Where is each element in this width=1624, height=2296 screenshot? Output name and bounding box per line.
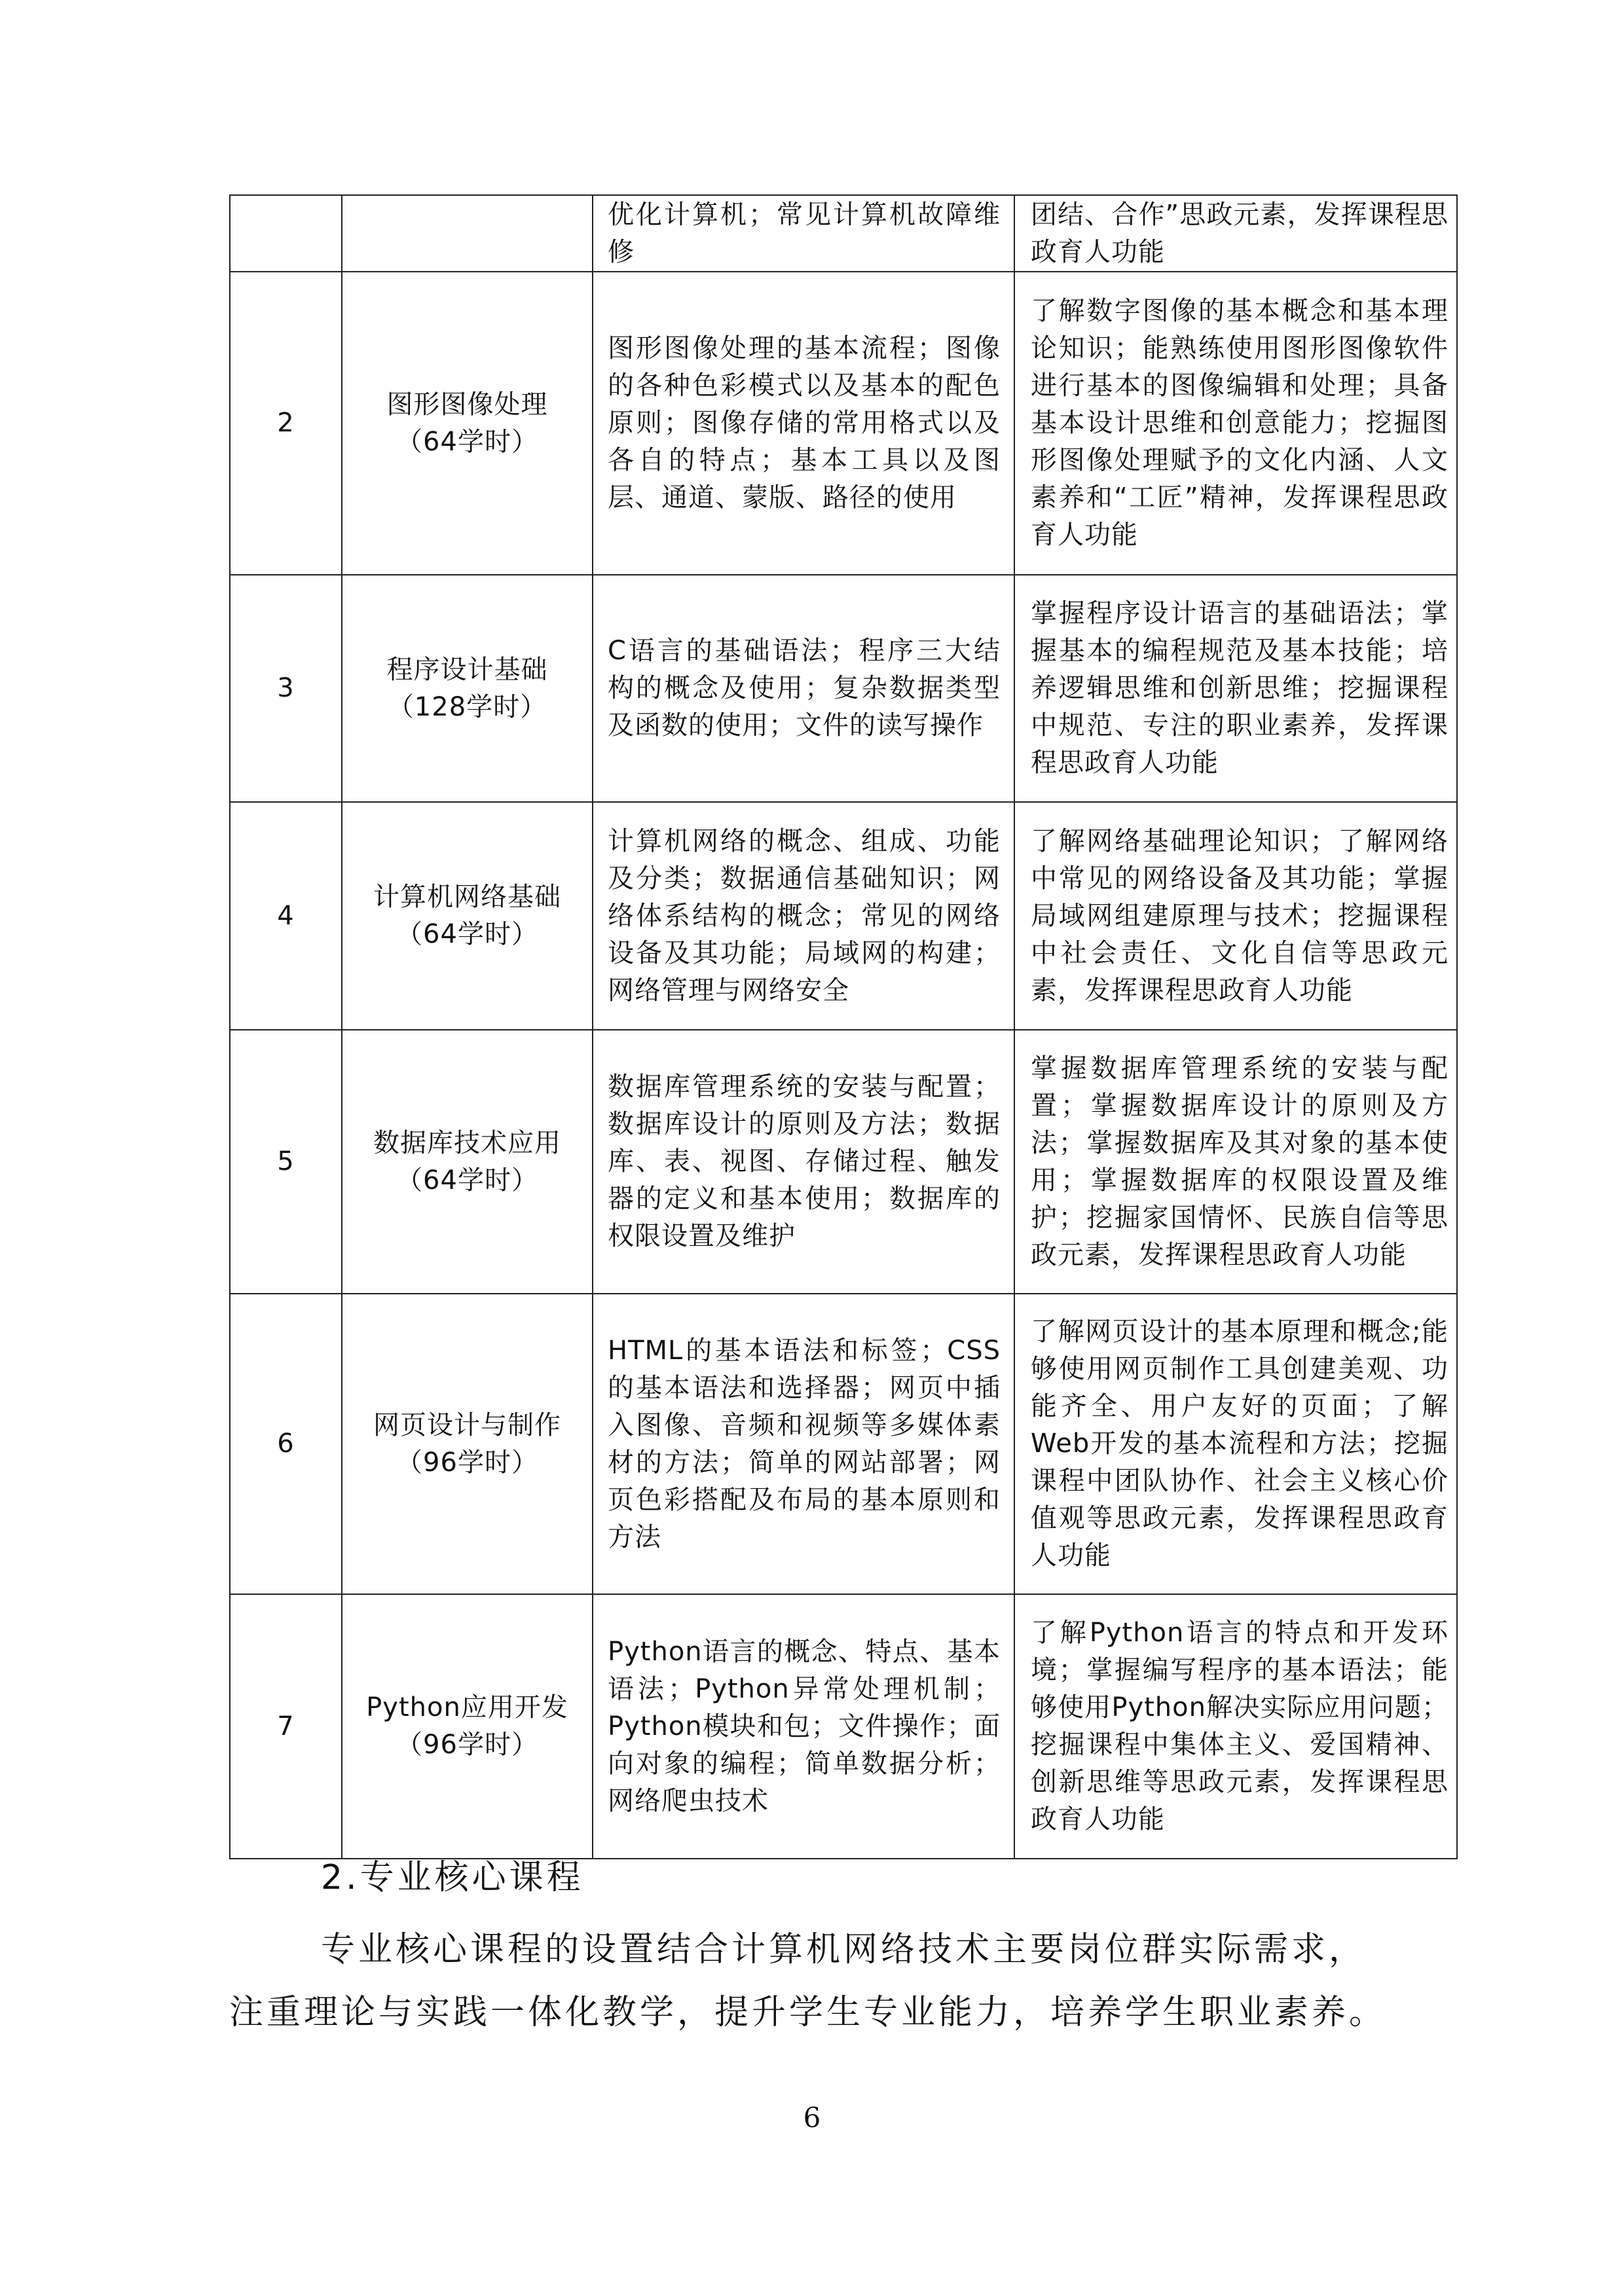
course-name: 程序设计基础 — [386, 654, 548, 685]
course-number: 6 — [230, 1294, 342, 1594]
table-row — [230, 802, 1457, 1030]
course-number: 3 — [230, 575, 342, 802]
course-hours: （128学时） — [387, 691, 547, 722]
course-content: 数据库管理系统的安装与配置；数据库设计的原则及方法；数据库、表、视图、存储过程、触发器的定义和基本使用；数据库的权限设置及维护 — [593, 1030, 1014, 1294]
course-number: 4 — [230, 802, 342, 1030]
table-row — [230, 195, 1457, 272]
course-content: 计算机网络的概念、组成、功能及分类；数据通信基础知识；网络体系结构的概念；常见的网络设备及其功能；局域网的构建；网络管理与网络安全 — [593, 802, 1014, 1030]
course-name: 网页设计与制作 — [373, 1410, 561, 1440]
course-name-cell — [342, 1294, 593, 1594]
course-goal: 了解网络基础理论知识；了解网络中常见的网络设备及其功能；掌握局域网组建原理与技术；挖掘课程中社会责任、文化自信等思政元素，发挥课程思政育人功能 — [1014, 802, 1457, 1030]
course-name-cell — [342, 802, 593, 1030]
course-name-cell — [342, 1594, 593, 1859]
course-name: 计算机网络基础 — [373, 882, 561, 912]
course-hours: （96学时） — [396, 1447, 538, 1478]
table-row — [230, 1294, 1457, 1594]
course-name-cell — [342, 272, 593, 575]
course-hours: （64学时） — [396, 919, 538, 949]
table-row — [230, 1594, 1457, 1859]
course-name-cell — [342, 1030, 593, 1294]
course-goal: 了解Python语言的特点和开发环境；掌握编写程序的基本语法；能够使用Python解决实际应用问题；挖掘课程中集体主义、爱国精神、创新思维等思政元素，发挥课程思政育人功能 — [1014, 1594, 1457, 1859]
course-goal: 团结、合作”思政元素，发挥课程思政育人功能 — [1014, 195, 1457, 272]
course-goal: 了解数字图像的基本概念和基本理论知识；能熟练使用图形图像软件进行基本的图像编辑和处理；具备基本设计思维和创意能力；挖掘图形图像处理赋予的文化内涵、人文素养和“工匠”精神，发挥课程思政育人功能 — [1014, 272, 1457, 575]
course-hours: （64学时） — [396, 426, 538, 457]
course-goal: 掌握数据库管理系统的安装与配置；掌握数据库设计的原则及方法；掌握数据库及其对象的基本使用；掌握数据库的权限设置及维护；挖掘家国情怀、民族自信等思政元素，发挥课程思政育人功能 — [1014, 1030, 1457, 1294]
course-hours: （96学时） — [396, 1730, 538, 1760]
course-number — [230, 195, 342, 272]
course-content: 图形图像处理的基本流程；图像的各种色彩模式以及基本的配色原则；图像存储的常用格式以及各自的特点；基本工具以及图层、通道、蒙版、路径的使用 — [593, 272, 1014, 575]
course-number: 2 — [230, 272, 342, 575]
section-body: 专业核心课程的设置结合计算机网络技术主要岗位群实际需求，注重理论与实践一体化教学，提升学生专业能力，培养学生职业素养。 — [229, 1930, 1387, 2032]
course-goal: 掌握程序设计语言的基础语法；掌握基本的编程规范及基本技能；培养逻辑思维和创新思维；挖掘课程中规范、专注的职业素养，发挥课程思政育人功能 — [1014, 575, 1457, 802]
course-number: 7 — [230, 1594, 342, 1859]
table-row — [230, 1030, 1457, 1294]
table-row — [230, 575, 1457, 802]
course-name: 图形图像处理 — [386, 389, 548, 420]
section-heading: 2.专业核心课程 — [321, 1858, 584, 1897]
table-row — [230, 272, 1457, 575]
course-name: Python应用开发 — [366, 1692, 568, 1722]
course-name: 数据库技术应用 — [373, 1127, 561, 1158]
course-name-cell — [342, 575, 593, 802]
course-goal: 了解网页设计的基本原理和概念;能够使用网页制作工具创建美观、功能齐全、用户友好的页面；了解Web开发的基本流程和方法；挖掘课程中团队协作、社会主义核心价值观等思政元素，发挥课程思政育人功能 — [1014, 1294, 1457, 1594]
course-name-cell — [342, 195, 593, 272]
course-content: C语言的基础语法；程序三大结构的概念及使用；复杂数据类型及函数的使用；文件的读写操作 — [593, 575, 1014, 802]
course-content: Python语言的概念、特点、基本语法；Python异常处理机制； Python模块和包；文件操作；面向对象的编程；简单数据分析；网络爬虫技术 — [593, 1594, 1014, 1859]
page-number: 6 — [803, 2102, 821, 2134]
course-number: 5 — [230, 1030, 342, 1294]
course-hours: （64学时） — [396, 1165, 538, 1195]
course-table — [229, 194, 1458, 1859]
course-content: HTML的基本语法和标签；CSS的基本语法和选择器；网页中插入图像、音频和视频等多媒体素材的方法；简单的网站部署；网页色彩搭配及布局的基本原则和方法 — [593, 1294, 1014, 1594]
course-content: 优化计算机；常见计算机故障维修 — [593, 195, 1014, 272]
